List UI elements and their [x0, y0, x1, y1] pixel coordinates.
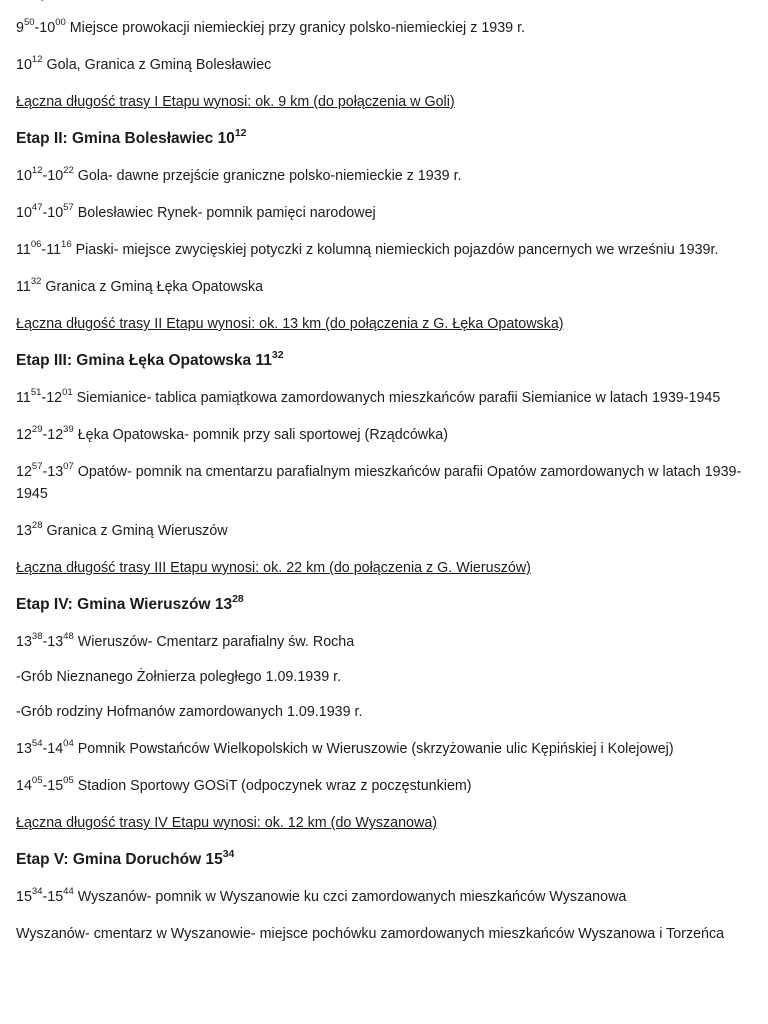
entry-description: -Grób Nieznanego Żołnierza poległego 1.09.1939 r.	[16, 669, 342, 685]
itinerary-entry	[16, 666, 751, 688]
time-hour: 13	[47, 464, 64, 480]
time-hour: 11	[46, 242, 62, 258]
stage-title: Etap V: Gmina Doruchów	[16, 851, 206, 868]
time-minutes: 57	[31, 461, 43, 473]
itinerary-entry	[16, 923, 751, 945]
stage-distance-summary	[16, 812, 751, 834]
time-hour: 14	[47, 741, 64, 757]
time-minutes: 00	[55, 17, 66, 29]
entry-description: Pomnik Powstańców Wielkopolskich w Wieruszowie (skrzyżowanie ulic Kępińskiej i Kolejowej)	[73, 741, 674, 757]
itinerary-entry: $12^{29}-12^{39}$ Łęka Opatowska- pomnik przy sali sportowej (Rządcówka)	[16, 424, 448, 443]
time-minutes: 48	[63, 631, 74, 643]
itinerary-entry: $13^{54}-14^{04}$ Pomnik Powstańców Wielkopolskich w Wieruszowie (skrzyżowanie ulic Kępińskiej i Kolejowej)	[16, 738, 674, 757]
time-hour: 10	[16, 57, 32, 73]
entry-description: Gola- dawne przejście graniczne polsko-niemieckie z 1939 r.	[73, 168, 462, 184]
time-hour: 11	[16, 279, 31, 295]
time-hour: 14	[16, 778, 32, 794]
stage-heading	[16, 128, 751, 150]
time-minutes: 34	[222, 847, 235, 860]
time-minutes: 22	[63, 165, 74, 177]
entry-description: Wieruszów- Cmentarz parafialny św. Rocha	[73, 634, 355, 650]
itinerary-entry	[16, 54, 751, 76]
itinerary-entry	[16, 520, 751, 542]
time-hour: 11	[16, 390, 31, 406]
itinerary-entry: $12^{57}-13^{07}$ Opatów- pomnik na cmentarzu parafialnym mieszkańców parafii Opatów zamordowanych w latach 1939-1945	[16, 461, 742, 502]
itinerary-entry: $9^{50}-10^{00}$ Miejsce prowokacji niemieckiej przy granicy polsko-niemieckiej z 1939 r.	[16, 17, 526, 36]
itinerary-entry: $14^{05}-15^{05}$ Stadion Sportowy GOSiT (odpoczynek wraz z poczęstunkiem)	[16, 775, 472, 794]
stage-heading	[16, 594, 751, 616]
cut-off-heading	[16, 0, 259, 4]
time-minutes: 32	[30, 276, 42, 288]
stage-distance-summary	[16, 557, 751, 579]
entry-description: Bolesławiec Rynek- pomnik pamięci narodowej	[73, 205, 376, 221]
time-minutes: 38	[31, 631, 43, 643]
time-hour: 10	[39, 20, 56, 36]
summary-text: Łączna długość trasy IV Etapu wynosi: ok. 12 km (do Wyszanowa)	[16, 815, 438, 831]
summary-text: Łączna długość trasy II Etapu wynosi: ok. 13 km (do połączenia z G. Łęka Opatowska)	[16, 316, 564, 332]
time-hour: 13	[214, 596, 233, 613]
time-hour: 11	[255, 352, 272, 369]
time-hour: 12	[16, 427, 32, 443]
stage-title: Etap IV: Gmina Wieruszów	[16, 596, 215, 613]
time-hour: 13	[16, 741, 32, 757]
stage-distance-summary	[16, 91, 751, 113]
entry-description: Łęka Opatowska- pomnik przy sali sportowej (Rządcówka)	[73, 427, 448, 443]
time-minutes: 12	[31, 54, 43, 66]
stage-title: Etap III: Gmina Łęka Opatowska	[16, 352, 256, 369]
time-minutes: 51	[30, 387, 42, 399]
entry-description: Wyszanów- pomnik w Wyszanowie ku czci zamordowanych mieszkańców Wyszanowa	[73, 889, 627, 905]
itinerary-entry: $11^{51}-12^{01}$ Siemianice- tablica pamiątkowa zamordowanych mieszkańców parafii Siemianice w latach 1939-1945	[16, 387, 721, 406]
entry-description: Gola, Granica z Gminą Bolesławiec	[42, 57, 272, 73]
itinerary-entry: $15^{34}-15^{44}$ Wyszanów- pomnik w Wyszanowie ku czci zamordowanych mieszkańców Wyszanowa	[16, 886, 627, 905]
time-minutes: 54	[31, 738, 43, 750]
time-minutes: 50	[23, 17, 35, 29]
time-hour: 12	[46, 390, 63, 406]
itinerary-entry	[16, 276, 751, 298]
time-hour: 13	[16, 634, 32, 650]
time-hour: 13	[47, 634, 64, 650]
time-hour: 10	[16, 168, 32, 184]
entry-description: -Grób rodziny Hofmanów zamordowanych 1.09.1939 r.	[16, 704, 363, 720]
time-minutes: 28	[232, 592, 244, 605]
time-minutes: 05	[63, 775, 74, 787]
entry-description: Wyszanów- cmentarz w Wyszanowie- miejsce pochówku zamordowanych mieszkańców Wyszanowa i Torzeńca	[16, 926, 725, 942]
time-hour: 15	[47, 778, 64, 794]
time-minutes: 32	[271, 348, 284, 361]
entry-description: Miejsce prowokacji niemieckiej przy granicy polsko-niemieckiej z 1939 r.	[65, 20, 526, 36]
time-minutes: 34	[31, 886, 43, 898]
time-minutes: 01	[62, 387, 73, 399]
time-hour: 10	[47, 168, 64, 184]
time-minutes: 12	[234, 126, 247, 139]
itinerary-entry: $11^{06}-11^{16}$ Piaski- miejsce zwycięskiej potyczki z kolumną niemieckich pojazdów pancernych we wrześniu 1939r.	[16, 239, 719, 258]
time-hour: 15	[16, 889, 32, 905]
time-hour: 15	[205, 851, 223, 868]
time-minutes: 57	[63, 202, 74, 214]
itinerary-body	[16, 17, 751, 960]
time-hour: 9	[16, 20, 24, 36]
time-minutes: 28	[31, 520, 43, 532]
time-minutes: 04	[63, 738, 74, 750]
time-minutes: 44	[63, 886, 74, 898]
time-hour: 11	[16, 242, 31, 258]
time-minutes: 12	[31, 165, 43, 177]
itinerary-entry: $13^{38}-13^{48}$ Wieruszów- Cmentarz parafialny św. Rocha	[16, 631, 355, 650]
time-hour: 10	[16, 205, 32, 221]
time-hour: 13	[16, 523, 32, 539]
itinerary-entry: $10^{12}-10^{22}$ Gola- dawne przejście graniczne polsko-niemieckie z 1939 r.	[16, 165, 462, 184]
time-minutes: 07	[63, 461, 74, 473]
entry-description: Siemianice- tablica pamiątkowa zamordowanych mieszkańców parafii Siemianice w latach 1939-1945	[72, 390, 721, 406]
entry-description: Granica z Gminą Wieruszów	[42, 523, 228, 539]
stage-heading	[16, 350, 751, 372]
time-hour: 10	[217, 130, 235, 147]
time-hour: 12	[16, 464, 32, 480]
entry-description: Opatów- pomnik na cmentarzu parafialnym mieszkańców parafii Opatów zamordowanych w latach 1939-1945	[16, 464, 742, 502]
time-minutes: 05	[31, 775, 43, 787]
summary-text: Łączna długość trasy III Etapu wynosi: ok. 22 km (do połączenia z G. Wieruszów)	[16, 560, 531, 576]
entry-description: Piaski- miejsce zwycięskiej potyczki z kolumną niemieckich pojazdów pancernych we wrześniu 1939r.	[71, 242, 719, 258]
time-minutes: 39	[63, 424, 74, 436]
time-hour: 15	[47, 889, 64, 905]
entry-description: Stadion Sportowy GOSiT (odpoczynek wraz z poczęstunkiem)	[73, 778, 472, 794]
stage-heading	[16, 849, 751, 871]
time-minutes: 16	[61, 239, 72, 251]
time-minutes: 29	[31, 424, 43, 436]
time-minutes: 06	[30, 239, 42, 251]
stage-title: Etap II: Gmina Bolesławiec	[16, 130, 218, 147]
time-minutes: 47	[31, 202, 43, 214]
time-hour: 10	[47, 205, 64, 221]
itinerary-entry: $10^{47}-10^{57}$ Bolesławiec Rynek- pomnik pamięci narodowej	[16, 202, 376, 221]
entry-description: Granica z Gminą Łęka Opatowska	[41, 279, 264, 295]
time-hour: 12	[47, 427, 64, 443]
stage-distance-summary	[16, 313, 751, 335]
summary-text: Łączna długość trasy I Etapu wynosi: ok. 9 km (do połączenia w Goli)	[16, 94, 455, 110]
itinerary-entry	[16, 701, 751, 723]
